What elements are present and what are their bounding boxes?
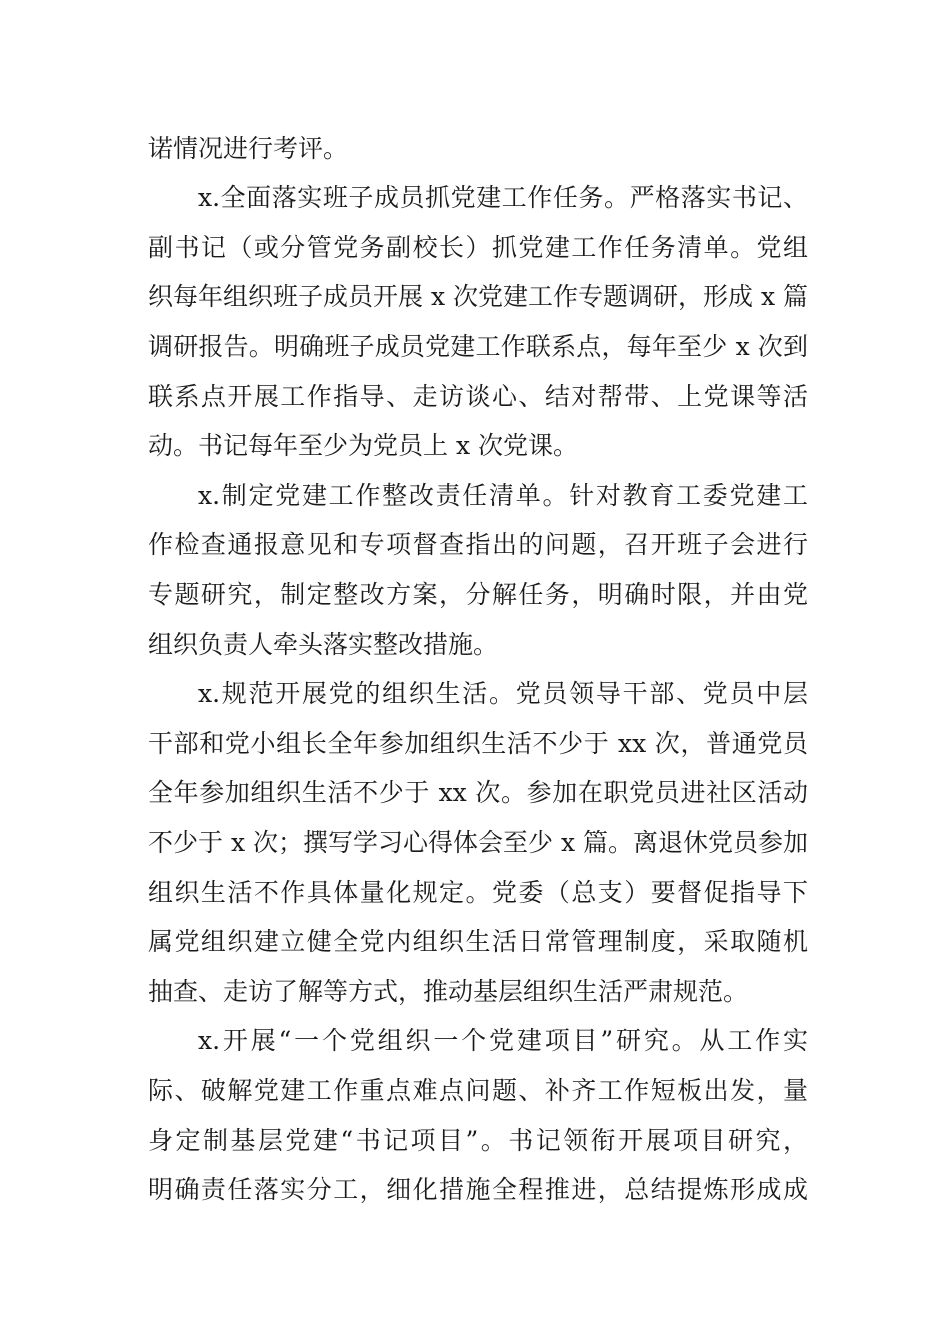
- text-line: 身定制基层党建“书记项目”。书记领衔开展项目研究，: [148, 1126, 808, 1155]
- text-line: 诺情况进行考评。: [148, 134, 349, 163]
- text-line: 不少于 x 次；撰写学习心得体会至少 x 篇。离退休党员参加: [148, 828, 808, 857]
- text-line: 组织生活不作具体量化规定。党委（总支）要督促指导下: [148, 878, 808, 907]
- text-line: 明确责任落实分工，细化措施全程推进，总结提炼形成成: [148, 1175, 808, 1204]
- paragraph-heading-line: x.制定党建工作整改责任清单。针对教育工委党建工: [198, 481, 808, 510]
- text-line: 干部和党小组长全年参加组织生活不少于 xx 次，普通党员: [148, 729, 808, 758]
- text-line: 全年参加组织生活不少于 xx 次。参加在职党员进社区活动: [148, 778, 808, 807]
- text-line: 属党组织建立健全党内组织生活日常管理制度，采取随机: [148, 927, 808, 956]
- text-line: 联系点开展工作指导、走访谈心、结对帮带、上党课等活: [148, 382, 808, 411]
- text-line: 组织负责人牵头落实整改措施。: [148, 630, 499, 659]
- text-line: 织每年组织班子成员开展 x 次党建工作专题调研，形成 x 篇: [148, 282, 808, 311]
- text-line: 际、破解党建工作重点难点问题、补齐工作短板出发，量: [148, 1076, 808, 1105]
- text-line: 作检查通报意见和专项督查指出的问题，召开班子会进行: [148, 530, 808, 559]
- paragraph-heading-line: x.开展“一个党组织一个党建项目”研究。从工作实: [198, 1026, 808, 1055]
- text-line: 抽查、走访了解等方式，推动基层组织生活严肃规范。: [148, 977, 749, 1006]
- text-line: 副书记（或分管党务副校长）抓党建工作任务清单。党组: [148, 233, 808, 262]
- paragraph-heading-line: x.全面落实班子成员抓党建工作任务。严格落实书记、: [198, 183, 808, 212]
- text-line: 专题研究，制定整改方案，分解任务，明确时限，并由党: [148, 580, 808, 609]
- paragraph-heading-line: x.规范开展党的组织生活。党员领导干部、党员中层: [198, 679, 808, 708]
- text-line: 调研报告。明确班子成员党建工作联系点，每年至少 x 次到: [148, 332, 808, 361]
- text-line: 动。书记每年至少为党员上 x 次党课。: [148, 431, 578, 460]
